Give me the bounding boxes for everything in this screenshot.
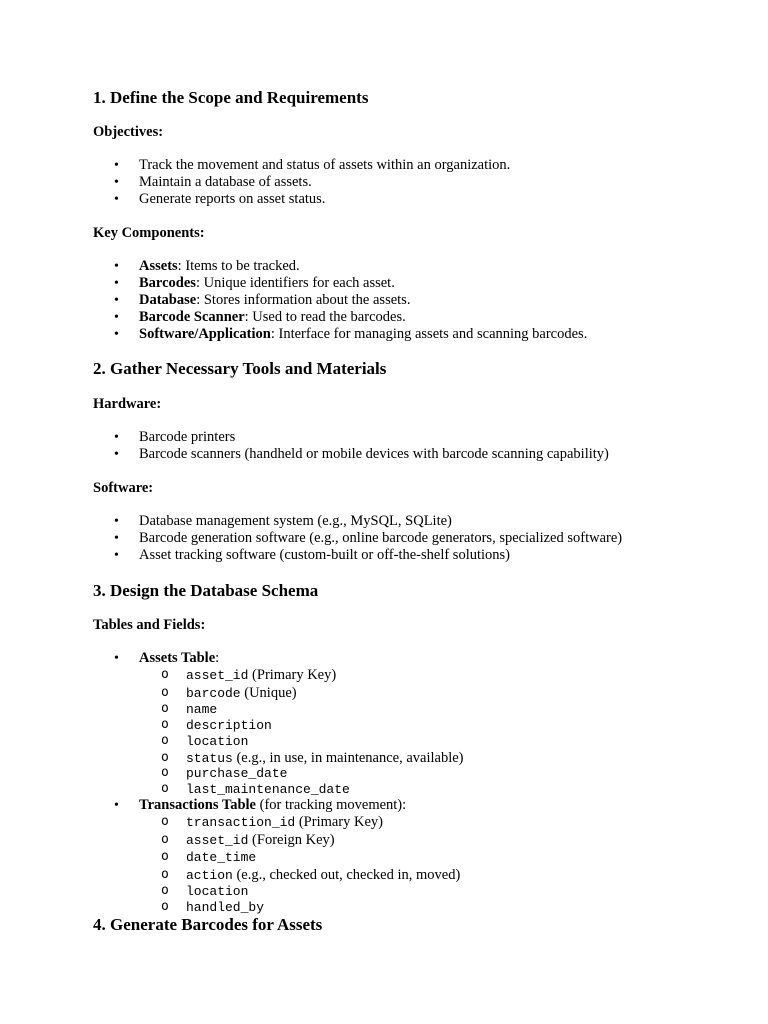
table-label: • Transactions Table (for tracking movement):: [114, 797, 407, 813]
sub-list-item: o transaction_id (Primary Key): [161, 814, 383, 830]
list-item: • Barcode printers: [114, 429, 236, 445]
section-heading: 2. Gather Necessary Tools and Materials: [93, 359, 387, 378]
list-item: • Maintain a database of assets.: [114, 174, 312, 190]
bullet-icon: •: [114, 310, 119, 325]
bullet-icon: •: [114, 175, 119, 190]
circle-bullet-icon: o: [161, 667, 169, 682]
sub-list: [0, 667, 768, 797]
sub-list-item: o barcode (Unique): [161, 684, 297, 701]
circle-bullet-icon: o: [161, 849, 169, 864]
bullet-icon: •: [114, 548, 119, 563]
sub-list: [0, 814, 768, 915]
list-item-assets-table: [0, 650, 768, 797]
section-heading: 4. Generate Barcodes for Assets: [93, 915, 323, 934]
bullet-icon: •: [114, 276, 119, 291]
subsection-title: Key Components:: [93, 225, 205, 241]
bullet-icon: •: [114, 327, 119, 342]
sub-list-item: o handled_by: [161, 898, 265, 915]
circle-bullet-icon: o: [161, 883, 169, 898]
list-item-transactions-table: [0, 797, 768, 915]
circle-bullet-icon: o: [161, 701, 169, 716]
circle-bullet-icon: o: [161, 831, 169, 847]
bullet-list: [0, 258, 768, 343]
section-heading: 1. Define the Scope and Requirements: [93, 88, 369, 107]
table-label: • Assets Table:: [114, 650, 220, 666]
sub-list-item: o date_time: [161, 849, 257, 865]
list-item: • Generate reports on asset status.: [114, 191, 326, 207]
section-heading: 3. Design the Database Schema: [93, 581, 319, 600]
circle-bullet-icon: o: [161, 765, 169, 780]
bullet-icon: •: [114, 798, 119, 813]
circle-bullet-icon: o: [161, 684, 169, 700]
sub-list-item: o description: [161, 716, 272, 733]
sub-list-item: o last_maintenance_date: [161, 780, 350, 797]
sub-list-item: o asset_id (Primary Key): [161, 667, 337, 683]
bullet-icon: •: [114, 447, 119, 462]
list-item: • Database management system (e.g., MySQL, SQLite): [114, 513, 452, 529]
circle-bullet-icon: o: [161, 780, 169, 796]
list-item: • Barcodes: Unique identifiers for each asset.: [114, 275, 395, 291]
bullet-list: [0, 429, 768, 463]
subsection-title: Objectives:: [93, 124, 164, 140]
list-item: • Assets: Items to be tracked.: [114, 258, 300, 274]
circle-bullet-icon: o: [161, 716, 169, 732]
list-item: • Software/Application: Interface for managing assets and scanning barcodes.: [114, 326, 588, 342]
bullet-icon: •: [114, 192, 119, 207]
list-item: • Track the movement and status of assets within an organization.: [114, 157, 511, 173]
bullet-list: [0, 650, 768, 915]
list-item: • Barcode generation software (e.g., online barcode generators, specialized software): [114, 530, 623, 546]
list-item: • Barcode Scanner: Used to read the barcodes.: [114, 309, 406, 325]
subsection-title: Tables and Fields:: [93, 617, 206, 633]
sub-list-item: o asset_id (Foreign Key): [161, 831, 335, 848]
bullet-icon: •: [114, 259, 119, 274]
circle-bullet-icon: o: [161, 814, 169, 829]
bullet-icon: •: [114, 651, 119, 666]
circle-bullet-icon: o: [161, 898, 169, 914]
circle-bullet-icon: o: [161, 733, 169, 748]
sub-list-item: o name: [161, 701, 218, 717]
bullet-icon: •: [114, 531, 119, 546]
list-item: • Asset tracking software (custom-built or off-the-shelf solutions): [114, 547, 511, 563]
bullet-icon: •: [114, 293, 119, 308]
sub-list-item: o status (e.g., in use, in maintenance, available): [161, 749, 464, 766]
subsection-title: Hardware:: [93, 396, 162, 412]
bullet-icon: •: [114, 514, 119, 529]
sub-list-item: o action (e.g., checked out, checked in, moved): [161, 866, 461, 883]
sub-list-item: o purchase_date: [161, 765, 288, 781]
circle-bullet-icon: o: [161, 749, 169, 765]
list-item: • Barcode scanners (handheld or mobile devices with barcode scanning capability): [114, 446, 609, 462]
subsection-title: Software:: [93, 480, 154, 496]
bullet-list: [0, 157, 768, 208]
sub-list-item: o location: [161, 883, 249, 899]
bullet-list: [0, 513, 768, 564]
circle-bullet-icon: o: [161, 866, 169, 882]
bullet-icon: •: [114, 158, 119, 173]
bullet-icon: •: [114, 430, 119, 445]
sub-list-item: o location: [161, 733, 249, 749]
list-item: • Database: Stores information about the assets.: [114, 292, 411, 308]
